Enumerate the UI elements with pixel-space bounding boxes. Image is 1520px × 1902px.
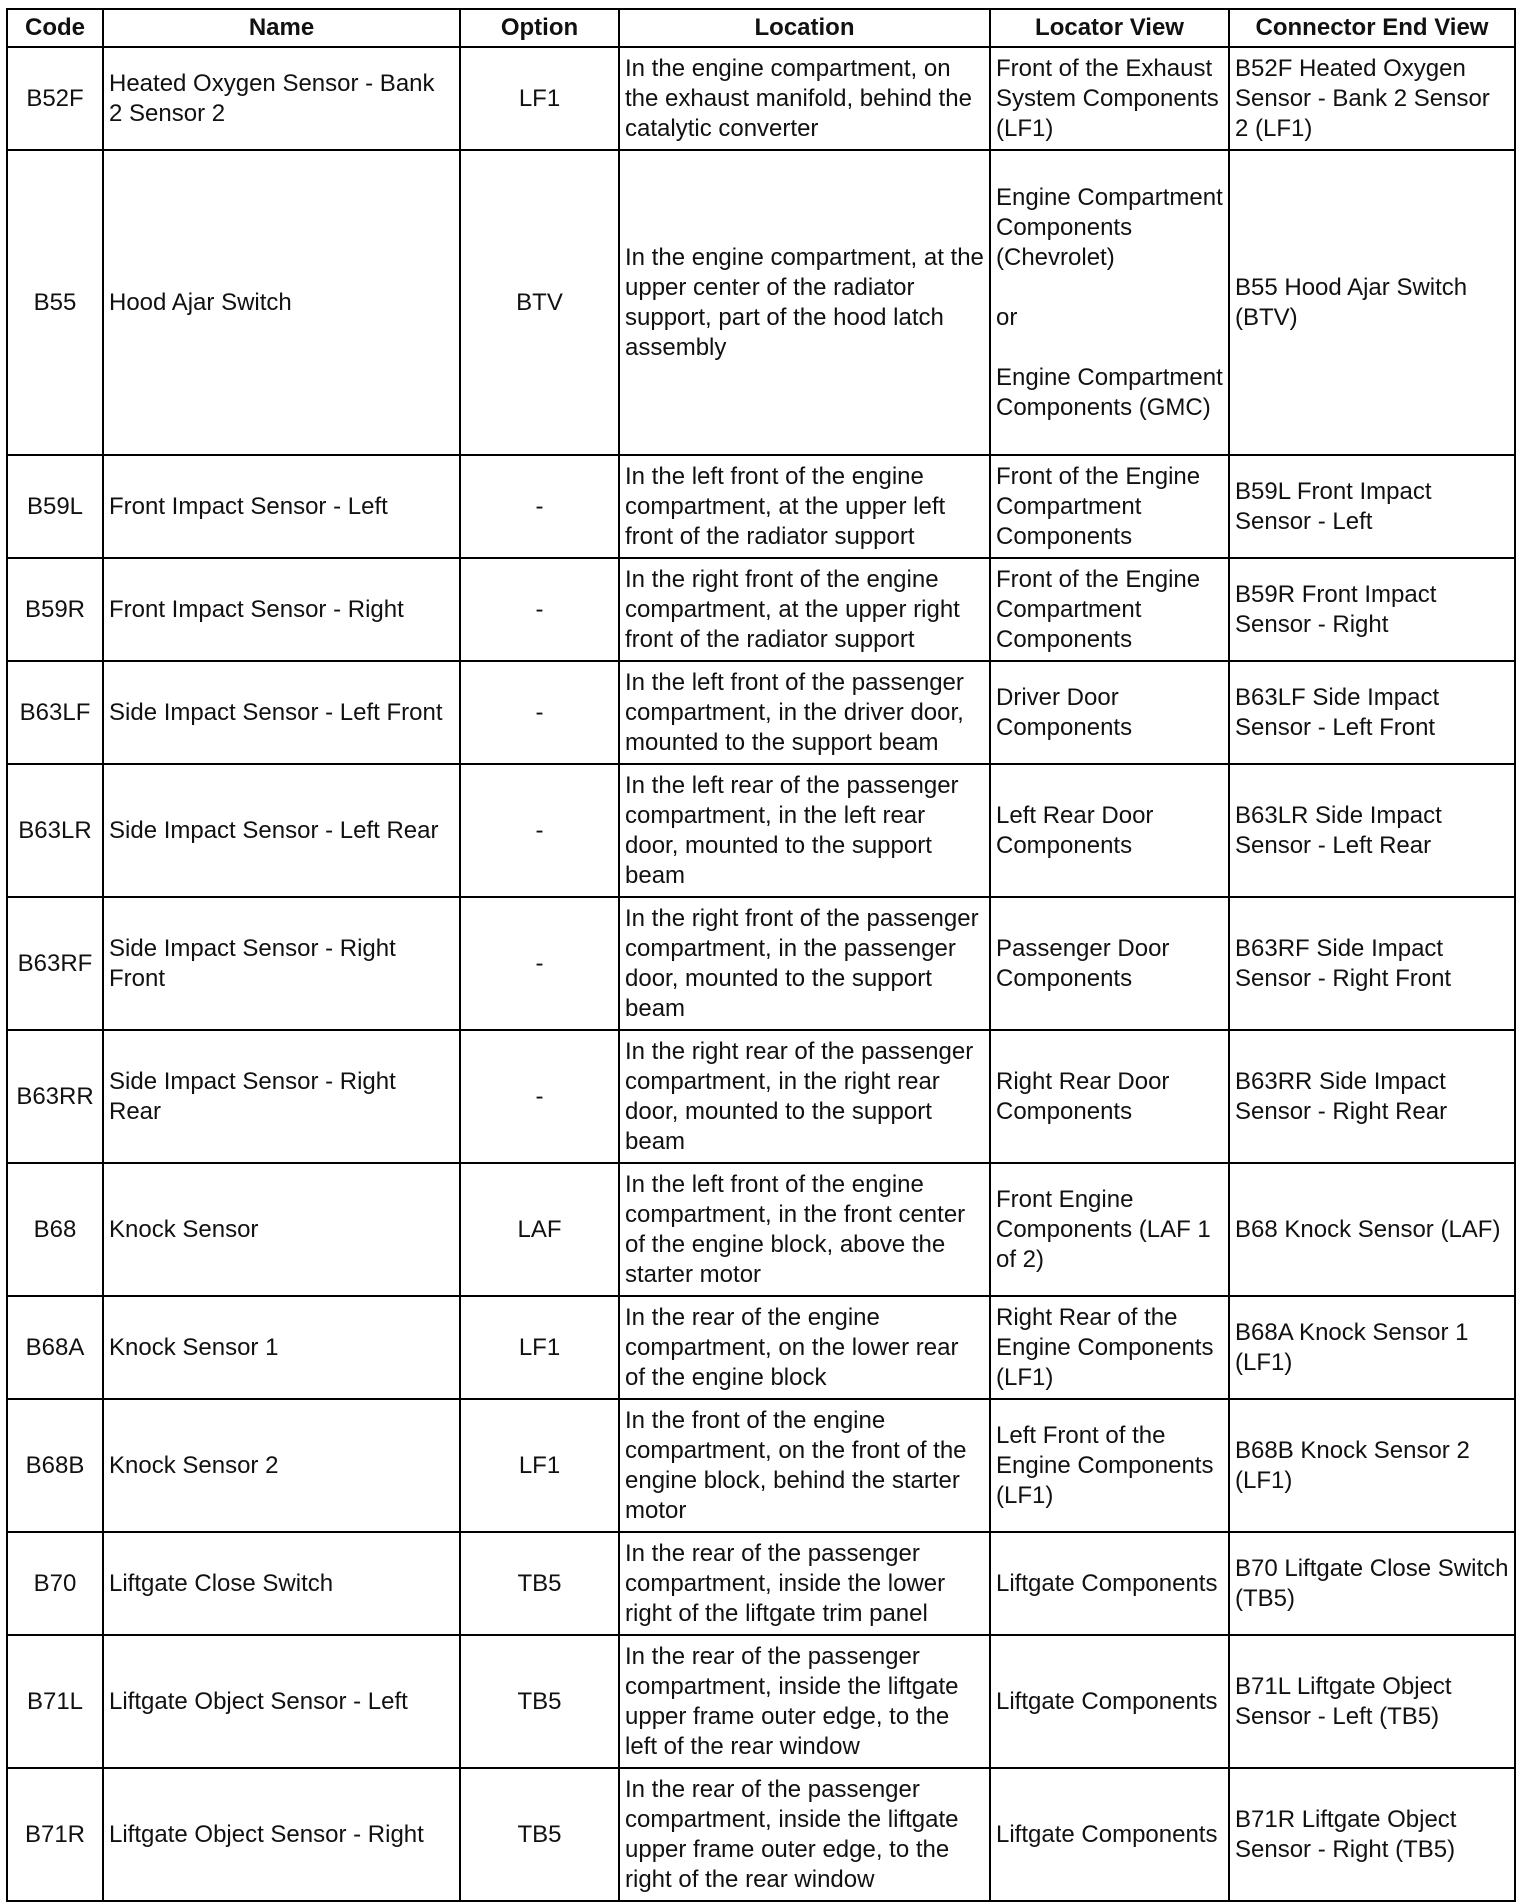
option-cell: LF1 (460, 1296, 619, 1399)
name-cell: Liftgate Object Sensor - Right (103, 1768, 460, 1901)
location-cell: In the front of the engine compartment, on the front of the engine block, behind the starter motor (619, 1399, 990, 1532)
code-cell: B63RR (7, 1030, 103, 1163)
name-cell: Liftgate Object Sensor - Left (103, 1635, 460, 1768)
name-cell: Liftgate Close Switch (103, 1532, 460, 1635)
table-row (7, 1635, 1515, 1768)
code-cell: B70 (7, 1532, 103, 1635)
table-row (7, 661, 1515, 764)
locator-view-cell: Right Rear Door Components (990, 1030, 1229, 1163)
table-row (7, 558, 1515, 661)
code-cell: B68 (7, 1163, 103, 1296)
name-cell: Side Impact Sensor - Left Rear (103, 764, 460, 897)
locator-view-cell: Front Engine Components (LAF 1 of 2) (990, 1163, 1229, 1296)
table-row (7, 1296, 1515, 1399)
location-cell: In the right rear of the passenger compartment, in the right rear door, mounted to the support beam (619, 1030, 990, 1163)
option-cell: TB5 (460, 1532, 619, 1635)
option-cell: - (460, 558, 619, 661)
connector-end-view-cell: B59R Front Impact Sensor - Right (1229, 558, 1515, 661)
locator-view-or: or (996, 303, 1018, 331)
header-code: Code (7, 9, 103, 47)
table-row (7, 1768, 1515, 1901)
locator-view-cell: Front of the Engine Compartment Components (990, 455, 1229, 558)
table-row (7, 1030, 1515, 1163)
connector-end-view-cell: B63LR Side Impact Sensor - Left Rear (1229, 764, 1515, 897)
option-cell: - (460, 897, 619, 1030)
location-cell: In the rear of the engine compartment, on the lower rear of the engine block (619, 1296, 990, 1399)
connector-end-view-cell: B68 Knock Sensor (LAF) (1229, 1163, 1515, 1296)
code-cell: B52F (7, 47, 103, 150)
connector-end-view-cell: B68A Knock Sensor 1 (LF1) (1229, 1296, 1515, 1399)
connector-end-view-cell: B71L Liftgate Object Sensor - Left (TB5) (1229, 1635, 1515, 1768)
component-locator-table (6, 8, 1516, 1902)
code-cell: B63LF (7, 661, 103, 764)
locator-view-cell (990, 150, 1229, 455)
table-header-row (7, 9, 1515, 47)
location-cell: In the left front of the passenger compartment, in the driver door, mounted to the support beam (619, 661, 990, 764)
table-row (7, 764, 1515, 897)
locator-view-cell: Front of the Engine Compartment Components (990, 558, 1229, 661)
locator-view-cell: Right Rear of the Engine Components (LF1) (990, 1296, 1229, 1399)
table-row (7, 47, 1515, 150)
table-row (7, 1163, 1515, 1296)
name-cell: Knock Sensor 1 (103, 1296, 460, 1399)
name-cell: Front Impact Sensor - Left (103, 455, 460, 558)
location-cell: In the rear of the passenger compartment, inside the lower right of the liftgate trim panel (619, 1532, 990, 1635)
name-cell: Front Impact Sensor - Right (103, 558, 460, 661)
code-cell: B68B (7, 1399, 103, 1532)
code-cell: B71R (7, 1768, 103, 1901)
locator-view-cell: Left Front of the Engine Components (LF1) (990, 1399, 1229, 1532)
locator-view-cell: Liftgate Components (990, 1532, 1229, 1635)
code-cell: B63RF (7, 897, 103, 1030)
locator-view-cell: Driver Door Components (990, 661, 1229, 764)
code-cell: B68A (7, 1296, 103, 1399)
code-cell: B71L (7, 1635, 103, 1768)
option-cell: - (460, 764, 619, 897)
code-cell: B55 (7, 150, 103, 455)
location-cell: In the engine compartment, at the upper center of the radiator support, part of the hood latch assembly (619, 150, 990, 455)
location-cell: In the left front of the engine compartment, in the front center of the engine block, above the starter motor (619, 1163, 990, 1296)
header-name: Name (103, 9, 460, 47)
option-cell: TB5 (460, 1635, 619, 1768)
table-row (7, 455, 1515, 558)
option-cell: LAF (460, 1163, 619, 1296)
locator-view-cell: Liftgate Components (990, 1768, 1229, 1901)
location-cell: In the right front of the engine compartment, at the upper right front of the radiator support (619, 558, 990, 661)
table-row (7, 1532, 1515, 1635)
option-cell: BTV (460, 150, 619, 455)
name-cell: Side Impact Sensor - Right Front (103, 897, 460, 1030)
header-location: Location (619, 9, 990, 47)
name-cell: Side Impact Sensor - Left Front (103, 661, 460, 764)
table-row (7, 897, 1515, 1030)
connector-end-view-cell: B63RR Side Impact Sensor - Right Rear (1229, 1030, 1515, 1163)
connector-end-view-cell: B59L Front Impact Sensor - Left (1229, 455, 1515, 558)
locator-view-cell: Left Rear Door Components (990, 764, 1229, 897)
name-cell: Hood Ajar Switch (103, 150, 460, 455)
option-cell: TB5 (460, 1768, 619, 1901)
header-connector-end-view: Connector End View (1229, 9, 1515, 47)
connector-end-view-cell: B63RF Side Impact Sensor - Right Front (1229, 897, 1515, 1030)
table-row (7, 150, 1515, 455)
name-cell: Heated Oxygen Sensor - Bank 2 Sensor 2 (103, 47, 460, 150)
location-cell: In the engine compartment, on the exhaust manifold, behind the catalytic converter (619, 47, 990, 150)
name-cell: Knock Sensor 2 (103, 1399, 460, 1532)
option-cell: LF1 (460, 47, 619, 150)
connector-end-view-cell: B63LF Side Impact Sensor - Left Front (1229, 661, 1515, 764)
locator-view-cell: Front of the Exhaust System Components (LF1) (990, 47, 1229, 150)
locator-view-option-a: Engine Compartment Components (Chevrolet) (996, 183, 1223, 271)
code-cell: B59L (7, 455, 103, 558)
connector-end-view-cell: B52F Heated Oxygen Sensor - Bank 2 Sensor 2 (LF1) (1229, 47, 1515, 150)
location-cell: In the rear of the passenger compartment, inside the liftgate upper frame outer edge, to the left of the rear window (619, 1635, 990, 1768)
name-cell: Knock Sensor (103, 1163, 460, 1296)
location-cell: In the right front of the passenger compartment, in the passenger door, mounted to the support beam (619, 897, 990, 1030)
option-cell: - (460, 661, 619, 764)
option-cell: LF1 (460, 1399, 619, 1532)
name-cell: Side Impact Sensor - Right Rear (103, 1030, 460, 1163)
connector-end-view-cell: B55 Hood Ajar Switch (BTV) (1229, 150, 1515, 455)
option-cell: - (460, 1030, 619, 1163)
locator-view-cell: Passenger Door Components (990, 897, 1229, 1030)
code-cell: B59R (7, 558, 103, 661)
connector-end-view-cell: B68B Knock Sensor 2 (LF1) (1229, 1399, 1515, 1532)
location-cell: In the left front of the engine compartment, at the upper left front of the radiator support (619, 455, 990, 558)
code-cell: B63LR (7, 764, 103, 897)
header-locator-view: Locator View (990, 9, 1229, 47)
locator-view-option-b: Engine Compartment Components (GMC) (996, 363, 1223, 421)
table-row (7, 1399, 1515, 1532)
connector-end-view-cell: B70 Liftgate Close Switch (TB5) (1229, 1532, 1515, 1635)
location-cell: In the left rear of the passenger compartment, in the left rear door, mounted to the support beam (619, 764, 990, 897)
option-cell: - (460, 455, 619, 558)
location-cell: In the rear of the passenger compartment, inside the liftgate upper frame outer edge, to the right of the rear window (619, 1768, 990, 1901)
locator-view-cell: Liftgate Components (990, 1635, 1229, 1768)
header-option: Option (460, 9, 619, 47)
connector-end-view-cell: B71R Liftgate Object Sensor - Right (TB5) (1229, 1768, 1515, 1901)
